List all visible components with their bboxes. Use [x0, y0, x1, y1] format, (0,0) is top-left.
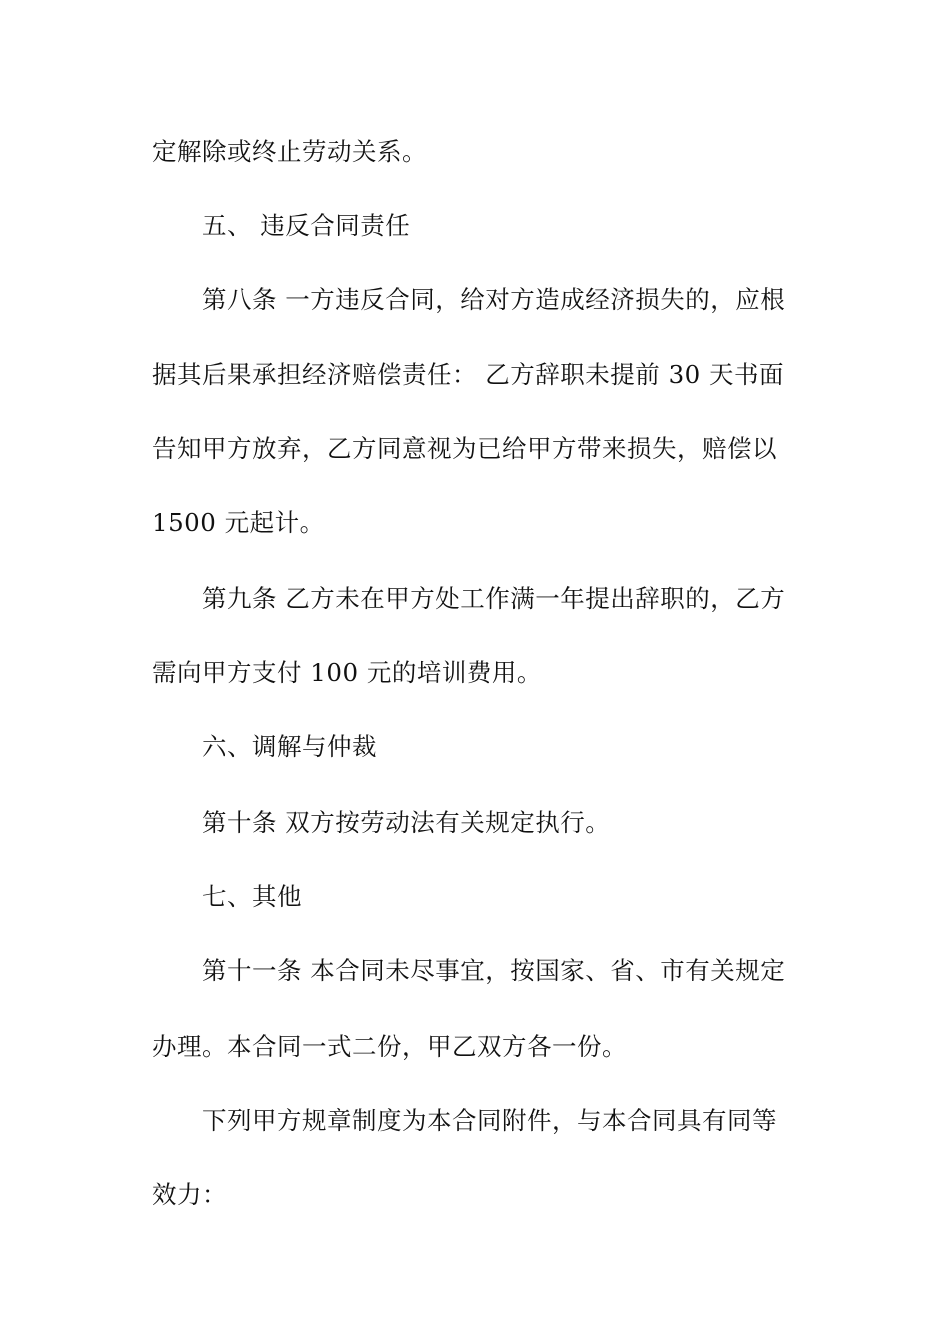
paragraph-line: 据其后果承担经济赔偿责任： 乙方辞职未提前 30 天书面 [152, 360, 785, 389]
section-heading: 六、调解与仲裁 [202, 732, 377, 761]
paragraph-line: 第九条 乙方未在甲方处工作满一年提出辞职的，乙方 [202, 584, 786, 613]
paragraph-line: 第十一条 本合同未尽事宜，按国家、省、市有关规定 [202, 956, 786, 985]
paragraph-line: 告知甲方放弃，乙方同意视为已给甲方带来损失，赔偿以 [152, 434, 777, 463]
paragraph-line: 效力： [152, 1180, 227, 1209]
section-heading: 五、 违反合同责任 [202, 211, 411, 240]
paragraph-line: 需向甲方支付 100 元的培训费用。 [152, 658, 542, 687]
paragraph-line: 第八条 一方违反合同，给对方造成经济损失的，应根 [202, 285, 786, 314]
paragraph-line: 定解除或终止劳动关系。 [152, 137, 427, 166]
paragraph-line: 第十条 双方按劳动法有关规定执行。 [202, 808, 611, 837]
paragraph-line: 下列甲方规章制度为本合同附件，与本合同具有同等 [202, 1106, 777, 1135]
section-heading: 七、其他 [202, 882, 302, 911]
paragraph-line: 1500 元起计。 [152, 508, 325, 537]
paragraph-line: 办理。本合同一式二份，甲乙双方各一份。 [152, 1032, 627, 1061]
